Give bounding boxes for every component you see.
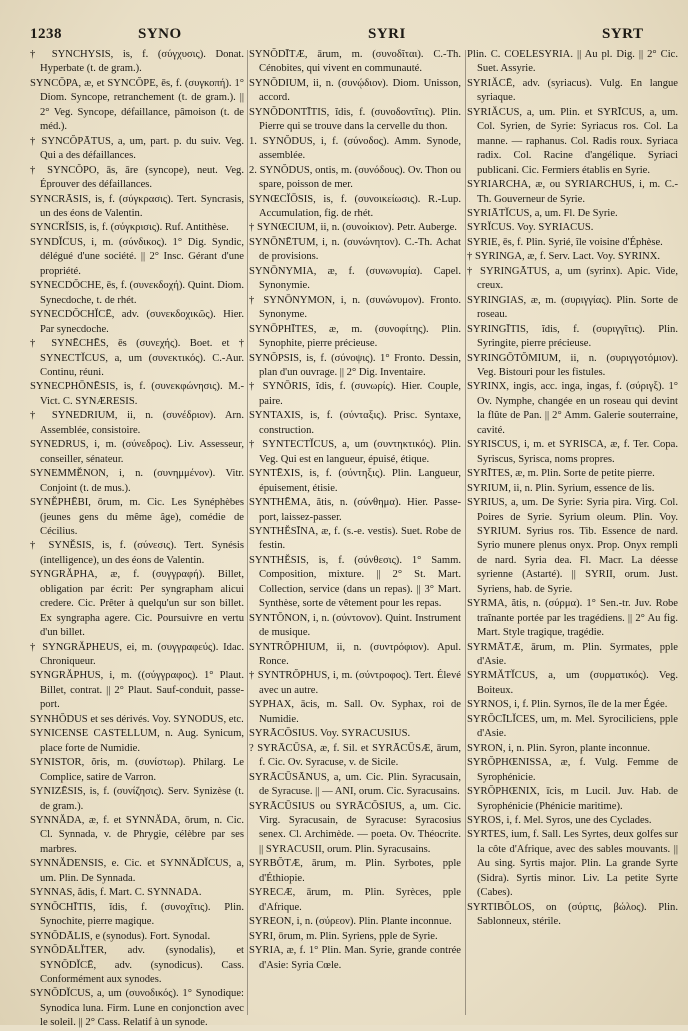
running-head-right: SYRT	[602, 26, 644, 42]
column-right	[467, 48, 678, 1018]
dictionary-entry: SYNEMMĔNON, i, n. (συνημμένον). Vitr. Conjoint (t. de mus.).	[30, 468, 244, 494]
dictionary-entry: † SYRINGA, æ, f. Serv. Lact. Voy. SYRINX.	[467, 251, 661, 263]
dictionary-entry: SYRĀCŪSĀNUS, a, um. Cic. Plin. Syracusain, de Syracuse. || — ANI, orum. Cic. Syracusains.	[249, 771, 461, 798]
dictionary-entry: † SYNEDRIUM, ii, n. (συνέδριον). Arn. Assemblée, consistoire.	[30, 410, 244, 436]
dictionary-entry: † SYNĒCHĒS, ēs (συνεχής). Boet. et † SYNECTĬCUS, a, um (συνεκτικός). C.-Aur. Continu, réuni.	[30, 338, 244, 378]
dictionary-entry: † SYNŌNYMON, i, n. (συνώνυμον). Fronto. Synonyme.	[249, 294, 461, 321]
column-middle	[249, 48, 461, 1018]
page-number: 1238	[30, 26, 62, 42]
dictionary-entry: SYNECPHŌNĒSIS, is, f. (συνεκφώνησις). M.-Vict. C. SYNÆRESIS.	[30, 381, 244, 407]
dictionary-entry: SYNTAXIS, is, f. (σύνταξις). Prisc. Syntaxe, construction.	[249, 410, 461, 436]
dictionary-entry: SYNŎPSIS, is, f. (σύνοψις). 1° Fronto. Dessin, plan d'un ouvrage. || 2° Dig. Inventaire.	[249, 352, 461, 378]
dictionary-entry: SYNŎDIUM, ii, n. (συνῴδιον). Diom. Unisson, accord.	[249, 77, 461, 104]
dictionary-entry: SYNNĂDENSIS, e. Cic. et SYNNĂDĬCUS, a, um. Plin. De Synnada.	[30, 858, 244, 884]
dictionary-entry: SYRĀCŪSIUS ou SYRĀCŎSIUS, a, um. Cic. Virg. Syracusain, de Syracuse: Syracosius senex. Cl. Archimède. — poeta. Ov. Théocrite. || SYRACUSII, orum. Plin. Syracusains.	[249, 800, 461, 855]
dictionary-entry: SYROS, i, f. Mel. Syros, une des Cyclades.	[467, 815, 652, 827]
dictionary-entry: SYRMĀTÆ, ārum, m. Plin. Syrmates, pple d'Asie.	[467, 641, 678, 668]
dictionary-entry: † SYNCŎPĀTUS, a, um, part. p. du suiv. Veg. Qui a des défaillances.	[30, 135, 244, 162]
dictionary-entry: SYNTHĔSIS, is, f. (σύνθεσις). 1° Samm. Composition, mixture. || 2° St. Mart. Collection, service (dans un repas). || 3° Mart. Synthèse, sorte de vêtement pour les repas.	[249, 554, 461, 610]
dictionary-entry: SYRISCUS, i, m. et SYRISCA, æ, f. Ter. Copa. Syriscus, Syrisca, noms propres.	[467, 439, 678, 465]
dictionary-entry: SYNEDRUS, i, m. (σύνεδρος). Liv. Assesseur, conseiller, sénateur.	[30, 439, 244, 465]
dictionary-entry: SYNCRĬSIS, is, f. (σύγκρισις). Ruf. Antithèse.	[30, 222, 229, 234]
column-left	[30, 48, 244, 1029]
dictionary-entry: SYNCRĀSIS, is, f. (σύγκρασις). Tert. Syncrasis, un des éons de Valentin.	[30, 193, 244, 219]
dictionary-entry: SYRINX, ingis, acc. inga, ingas, f. (σύριγξ). 1° Ov. Nymphe, changée en un roseau qui devint la flûte de Pan. || 2° Amm. Galerie souterraine, cavité.	[467, 381, 678, 436]
dictionary-entry: SYRINGIAS, æ, m. (συριγγίας). Plin. Sorte de roseau.	[467, 294, 678, 321]
dictionary-entry: SYNGRĂPHUS, i, m. ((σύγγραφος). 1° Plaut. Billet, contrat. || 2° Plaut. Sauf-conduit, passe-port.	[30, 670, 244, 711]
dictionary-entry: SYNIZĒSIS, is, f. (συνίζησις). Serv. Synizèse (t. de gram.).	[30, 786, 244, 812]
dictionary-entry: † SYNCŎPO, ās, āre (syncope), neut. Veg. Éprouver des défaillances.	[30, 164, 244, 191]
dictionary-entry: SYNICENSE CASTELLUM, n. Aug. Synicum, place forte de Numidie.	[30, 728, 244, 754]
dictionary-entry: SYRI, ōrum, m. Plin. Syriens, pple de Syrie.	[249, 930, 438, 942]
dictionary-entry: Plin. C. COELESYRIA. || Au pl. Dig. || 2° Cic. Suet. Assyrie.	[467, 49, 678, 75]
dictionary-entry: SYNŌPHĪTES, æ, m. (συνοφίτης). Plin. Synophite, pierre précieuse.	[249, 323, 461, 350]
dictionary-entry: SYRTIBŎLOS, on (σύρτις, βώλος). Plin. Sablonneux, stérile.	[467, 901, 678, 928]
dictionary-entry: SYREON, i, n. (σύρεον). Plin. Plante inconnue.	[249, 916, 452, 928]
dictionary-entry: SYNŒCĬŌSIS, is, f. (συνοικείωσις). R.-Lup. Accumulation, fig. de rhét.	[249, 193, 461, 219]
dictionary-entry: SYNECDŎCHE, ēs, f. (συνεκδοχή). Quint. Diom. Synecdoche, t. de rhét.	[30, 280, 244, 306]
dictionary-entry: SYNŎDONTĪTIS, ĭdis, f. (συνοδοντῖτις). Plin. Pierre qui se trouve dans la cervelle du thon.	[249, 106, 461, 133]
dictionary-entry: SYRMA, ătis, n. (σύρμα). 1° Sen.-tr. Juv. Robe traînante portée par les tragédiens. || 2° Au fig. Mart. Style tragique, tragédie.	[467, 598, 678, 639]
dictionary-entry: SYNTŎNON, i, n. (σύντονον). Quint. Instrument de musique.	[249, 612, 461, 639]
dictionary-entry: SYRIUM, ii, n. Plin. Syrium, essence de lis.	[467, 482, 655, 494]
dictionary-entry: SYRŎPHŒNIX, īcis, m Lucil. Juv. Hab. de Syrophénicie (Phénicie maritime).	[467, 786, 678, 812]
dictionary-entry: SYNTĒXIS, is, f. (σύντηξις). Plin. Langueur, épuisement, étisie.	[249, 468, 461, 494]
dictionary-entry: SYNDĬCUS, i, m. (σύνδικος). 1° Dig. Syndic, délégué d'une société. || 2° Insc. Gérant d'une propriété.	[30, 236, 244, 277]
dictionary-entry: SYNNĂDA, æ, f. et SYNNĂDA, ōrum, n. Cic. Cl. Synnada, v. de Phrygie, célèbre par ses marbres.	[30, 815, 244, 855]
dictionary-entry: SYNŎDĬCUS, a, um (συνοδικός). 1° Synodique: Synodica luna. Firm. Lune en conjonction avec le soleil. || 2° Cass. Relatif à un synode.	[30, 988, 244, 1029]
dictionary-entry: SYNŎDĀLIS, e (synodus). Fort. Synodal.	[30, 930, 211, 942]
dictionary-entry: † SYNTECTĬCUS, a, um (συντηκτικός). Plin. Veg. Qui est en langueur, épuisé, étique.	[249, 439, 461, 465]
dictionary-entry: SYRMĂTĬCUS, a, um (συρματικός). Veg. Boiteux.	[467, 670, 678, 696]
dictionary-entry: SYNTHĔSĪNA, æ, f. (s.-e. vestis). Suet. Robe de festin.	[249, 525, 461, 552]
dictionary-entry: SYRIĀTĬCUS, a, um. Fl. De Syrie.	[467, 207, 618, 219]
page-header	[30, 26, 666, 46]
columns	[30, 48, 678, 1029]
dictionary-entry: SYRIUS, a, um. De Syrie: Syria pira. Virg. Col. Poires de Syrie. Syrium oleum. Plin. Voy. SYRIUM. Syrius ros. Tib. Essence de nard. Syrio munere plenus onyx. Prop. Onyx rempli de nard. Syria dea. Fl. Macr. La déesse syrienne (Astarté). || SYRII, orum. Just. Syriens, hab. de Syrie.	[467, 497, 678, 595]
dictionary-entry: SYNĔPHĒBI, ōrum, m. Cic. Les Synéphèbes (jeunes gens du même âge), comédie de Cécilius.	[30, 497, 244, 537]
dictionary-entry: SYNTRŎPHIUM, ii, n. (συντρόφιον). Apul. Ronce.	[249, 641, 461, 668]
dictionary-entry: SYRBŎTÆ, ārum, m. Plin. Syrbotes, pple d'Éthiopie.	[249, 858, 461, 884]
dictionary-entry: SYRŎCĪLĬCES, um, m. Mel. Syrociliciens, pple d'Asie.	[467, 713, 678, 740]
dictionary-entry: SYRNOS, i, f. Plin. Syrnos, île de la mer Égée.	[467, 699, 668, 711]
dictionary-entry: SYNCŎPA, æ, et SYNCŎPE, ēs, f. (συγκοπή). 1° Diom. Syncope, retranchement (t. de gram.). || 2° Veg. Syncope, défaillance, pâmoison (t. de méd.).	[30, 77, 244, 133]
dictionary-entry: SYRTES, ium, f. Sall. Les Syrtes, deux golfes sur la côte d'Afrique, avec des sables mouvants. || Au sing. Syrtis major. Plin. La grande Syrte (Sidra). Syrtis minor. Liv. La petite Syrte (Cabes).	[467, 829, 678, 899]
dictionary-entry: SYRĀCŎSIUS. Voy. SYRACUSIUS.	[249, 728, 411, 740]
dictionary-entry: † SYNŌRIS, ĭdis, f. (συνωρίς). Hier. Couple, paire.	[249, 381, 461, 407]
dictionary-entry: SYRIA, æ, f. 1° Plin. Man. Syrie, grande contrée d'Asie: Syria Cœle.	[249, 945, 461, 971]
dictionary-entry: † SYNGRĂPHEUS, ei, m. (συγγραφεύς). Idac. Chroniqueur.	[30, 641, 244, 668]
dictionary-entry: SYNHŎDUS et ses dérivés. Voy. SYNODUS, etc.	[30, 713, 244, 725]
dictionary-entry: SYRIĂCUS, a, um. Plin. et SYRĪCUS, a, um. Col. Syrien, de Syrie: Syriacus ros. Col. La manne. — raphanus. Col. Radis roux. Syriaca radix. Col. Racine d'angélique. Syriaci publicani. Cic. Fermiers établis en Syrie.	[467, 106, 678, 176]
dictionary-entry: SYRECÆ, ārum, m. Plin. Syrèces, pple d'Afrique.	[249, 887, 461, 913]
dictionary-entry: † SYRINGĀTUS, a, um (syrinx). Apic. Vide, creux.	[467, 265, 678, 292]
dictionary-entry: † SYNĔSIS, is, f. (σύνεσις). Tert. Synésis (intelligence), un des éons de Valentin.	[30, 540, 244, 566]
dictionary-entry: SYNTHĒMA, ătis, n. (σύνθημα). Hier. Passe-port, laissez-passer.	[249, 497, 461, 523]
dictionary-entry: SYNNAS, ădis, f. Mart. C. SYNNADA.	[30, 887, 202, 899]
dictionary-entry: SYRINGĪTIS, ĭdis, f. (συριγγῖτις). Plin. Syringite, pierre précieuse.	[467, 323, 678, 350]
dictionary-entry: † SYNTRŎPHUS, i, m. (σύντροφος). Tert. Élevé avec un autre.	[249, 670, 461, 696]
dictionary-entry: SYRĬCUS. Voy. SYRIACUS.	[467, 222, 594, 234]
dictionary-entry: SYNŎDĀLĬTER, adv. (synodalis), et SYNŎDĬCĒ, adv. (synodicus). Cass. Conformément aux synodes.	[30, 945, 244, 985]
running-head-left: SYNO	[138, 26, 182, 42]
dictionary-entry: SYNŎCHĪTIS, ĭdis, f. (συνοχῖτις). Plin. Synochite, pierre magique.	[30, 901, 244, 928]
dictionary-entry: SYRIARCHA, æ, ou SYRIARCHUS, i, m. C.-Th. Gouverneur de Syrie.	[467, 179, 678, 205]
dictionary-entry: SYNISTOR, ŏris, m. (συνίστωρ). Philarg. Le Complice, satire de Varron.	[30, 757, 244, 783]
dictionary-entry: SYRĪTES, æ, m. Plin. Sorte de petite pierre.	[467, 468, 655, 480]
dictionary-entry: SYNECDŎCHĬCĒ, adv. (συνεκδοχικῶς). Hier. Par synecdoche.	[30, 309, 244, 335]
dictionary-entry: † SYNCHYSIS, is, f. (σύγχυσις). Donat. Hyperbate (t. de gram.).	[30, 49, 244, 75]
running-head-center: SYRI	[368, 26, 406, 42]
dictionary-entry: SYRIĂCĒ, adv. (syriacus). Vulg. En langue syriaque.	[467, 77, 678, 104]
dictionary-entry: SYNŎDĪTÆ, ārum, m. (συνοδῖται). C.-Th. Cénobites, qui vivent en communauté.	[249, 49, 461, 75]
dictionary-entry: SYRIE, ēs, f. Plin. Syrié, île voisine d'Éphèse.	[467, 236, 663, 248]
dictionary-entry: 2. SYNŎDUS, ontis, m. (συνόδους). Ov. Thon ou spare, poisson de mer.	[249, 164, 461, 191]
dictionary-entry: SYRINGŎTŎMIUM, ii, n. (συριγγοτόμιον). Veg. Bistouri pour les fistules.	[467, 352, 678, 378]
dictionary-entry: SYRŎPHŒNISSA, æ, f. Vulg. Femme de Syrophénicie.	[467, 757, 678, 783]
dictionary-entry: 1. SYNŎDUS, i, f. (σύνοδος). Amm. Synode, assemblée.	[249, 135, 461, 162]
dictionary-entry: SYRON, i, n. Plin. Syron, plante inconnue.	[467, 742, 651, 754]
dictionary-entry: SYNGRĂPHA, æ, f. (συγγραφή). Billet, obligation par écrit: Per syngrapham alicui credere. Cic. Prêter à quelqu'un sur son billet. Ex syngrapha agere. Cic. Poursuivre en vertu d'un billet.	[30, 569, 244, 639]
dictionary-entry: † SYNŒCIUM, ii, n. (συνοίκιον). Petr. Auberge.	[249, 222, 457, 234]
dictionary-entry: SYNŌNYMIA, æ, f. (συνωνυμία). Capel. Synonymie.	[249, 265, 461, 292]
dictionary-entry: SYNŌNĒTUM, i, n. (συνώνητον). C.-Th. Achat de provisions.	[249, 236, 461, 263]
dictionary-entry: ? SYRĀCŪSA, æ, f. Sil. et SYRĀCŪSÆ, ārum, f. Cic. Ov. Syracuse, v. de Sicile.	[249, 742, 461, 769]
dictionary-entry: SYPHAX, ācis, m. Sall. Ov. Syphax, roi de Numidie.	[249, 699, 461, 725]
